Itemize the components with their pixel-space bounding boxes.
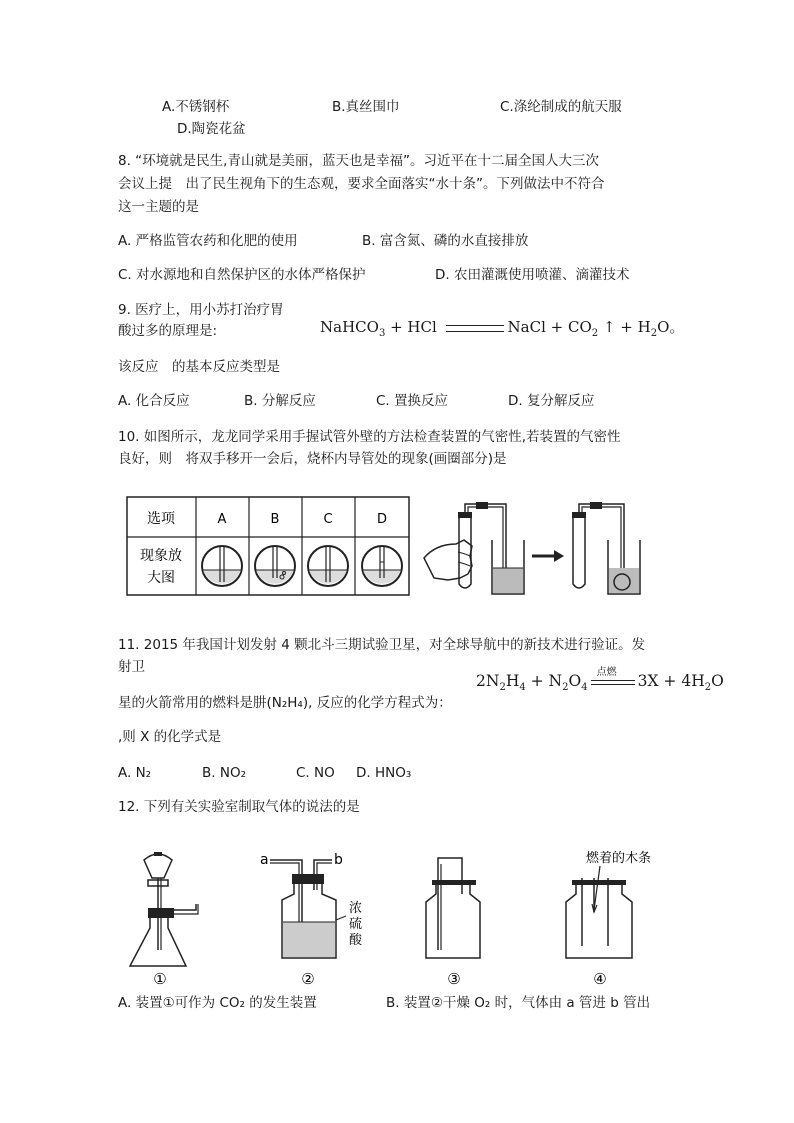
label-stick: 燃着的木条 bbox=[586, 851, 652, 866]
table-option-a: A bbox=[217, 512, 227, 527]
q11-line2: 射卫 bbox=[118, 659, 145, 675]
q7-option-d: D.陶瓷花盆 bbox=[177, 121, 246, 137]
apparatus-3-gas-bottle bbox=[416, 850, 496, 990]
q11-option-b: B. NO₂ bbox=[202, 765, 246, 781]
label-4: ④ bbox=[593, 970, 607, 988]
q9-line3: 该反应 的基本反应类型是 bbox=[118, 359, 280, 375]
q7-option-b: B.真丝围巾 bbox=[332, 99, 400, 115]
q9-option-a: A. 化合反应 bbox=[118, 393, 190, 409]
apparatus-4-burning-stick bbox=[560, 840, 680, 990]
q7-option-c: C.涤纶制成的航天服 bbox=[500, 99, 622, 115]
label-2: ② bbox=[301, 970, 315, 988]
q9-option-b: B. 分解反应 bbox=[244, 393, 316, 409]
q12-option-a: A. 装置①可作为 CO₂ 的发生装置 bbox=[118, 995, 317, 1011]
option-c-circle bbox=[308, 546, 348, 586]
q8-line3: 这一主题的是 bbox=[118, 199, 199, 215]
reaction-condition: 点燃 bbox=[591, 675, 635, 689]
label-1: ① bbox=[153, 970, 167, 988]
q12-option-b: B. 装置②干燥 O₂ 时，气体由 a 管进 b 管出 bbox=[386, 995, 651, 1011]
q11-option-c: C. NO bbox=[296, 765, 335, 781]
q11-line1: 11. 2015 年我国计划发射 4 颗北斗三期试验卫星，对全球导航中的新技术进行验证。发 bbox=[118, 637, 646, 653]
label-b: b bbox=[334, 852, 343, 868]
q10-line1: 10. 如图所示，龙龙同学采用手握试管外壁的方法检查装置的气密性,若装置的气密性 bbox=[118, 429, 621, 445]
q11-option-d: D. HNO₃ bbox=[356, 765, 412, 781]
arrow-right-icon bbox=[554, 550, 564, 562]
q7-option-a: A.不锈钢杯 bbox=[162, 99, 230, 115]
q9-option-d: D. 复分解反应 bbox=[508, 393, 595, 409]
q9-option-c: C. 置换反应 bbox=[376, 393, 449, 409]
q10-option-table bbox=[126, 496, 410, 596]
q9-line1: 9. 医疗上，用小苏打治疗胃 bbox=[118, 302, 284, 318]
table-option-d: D bbox=[376, 512, 388, 527]
table-header: 选项 bbox=[147, 511, 175, 527]
apparatus-2-wash-bottle bbox=[256, 850, 366, 990]
q8-line1: 8. “环境就是民生,青山就是美丽，蓝天也是幸福”。习近平在十二届全国人大三次 bbox=[118, 153, 599, 169]
table-row-label-1: 现象放 bbox=[140, 548, 182, 564]
q8-option-b: B. 富含氮、磷的水直接排放 bbox=[362, 233, 529, 249]
option-d-circle bbox=[362, 546, 402, 586]
label-acid-1: 浓 bbox=[349, 901, 363, 916]
label-3: ③ bbox=[447, 970, 461, 988]
option-b-circle bbox=[255, 546, 295, 586]
q8-line2: 会议上提 出了民生视角下的生态观，要求全面落实“水十条”。下列做法中不符合 bbox=[118, 176, 605, 192]
label-a: a bbox=[260, 852, 269, 868]
q11-option-a: A. N₂ bbox=[118, 765, 152, 781]
q10-apparatus-diagram bbox=[420, 500, 680, 600]
hand-icon bbox=[424, 540, 472, 580]
q11-line3: 星的火箭常用的燃料是肼(N₂H₄), 反应的化学方程式为： bbox=[118, 695, 452, 711]
q11-line4: ,则 X 的化学式是 bbox=[118, 729, 222, 745]
q9-equation: NaHCO$_3$ + HCl NaCl + $CO_2$ ↑ + $H_2O$。 bbox=[320, 318, 685, 339]
apparatus-1-flask bbox=[126, 850, 216, 990]
option-a-circle bbox=[202, 546, 242, 586]
table-option-b: B bbox=[270, 512, 280, 527]
q12-line1: 12. 下列有关实验室制取气体的说法的是 bbox=[118, 799, 360, 815]
label-acid-3: 酸 bbox=[349, 933, 363, 948]
q8-option-a: A. 严格监管农药和化肥的使用 bbox=[118, 233, 298, 249]
label-acid-2: 硫 bbox=[349, 917, 363, 932]
q9-line2: 酸过多的原理是: bbox=[118, 323, 218, 339]
q8-option-c: C. 对水源地和自然保护区的水体严格保护 bbox=[118, 267, 366, 283]
q11-equation: $2N_2H_4 + N_2O_4$ 点燃 $3X + 4H_2O$ bbox=[476, 667, 724, 694]
equals-sign bbox=[446, 325, 504, 332]
table-row-label-2: 大图 bbox=[147, 570, 175, 586]
q10-line2: 良好，则 将双手移开一会后，烧杯内导管处的现象(画圈部分)是 bbox=[118, 451, 507, 467]
q8-option-d: D. 农田灌溉使用喷灌、滴灌技术 bbox=[435, 267, 630, 283]
table-option-c: C bbox=[323, 512, 333, 527]
